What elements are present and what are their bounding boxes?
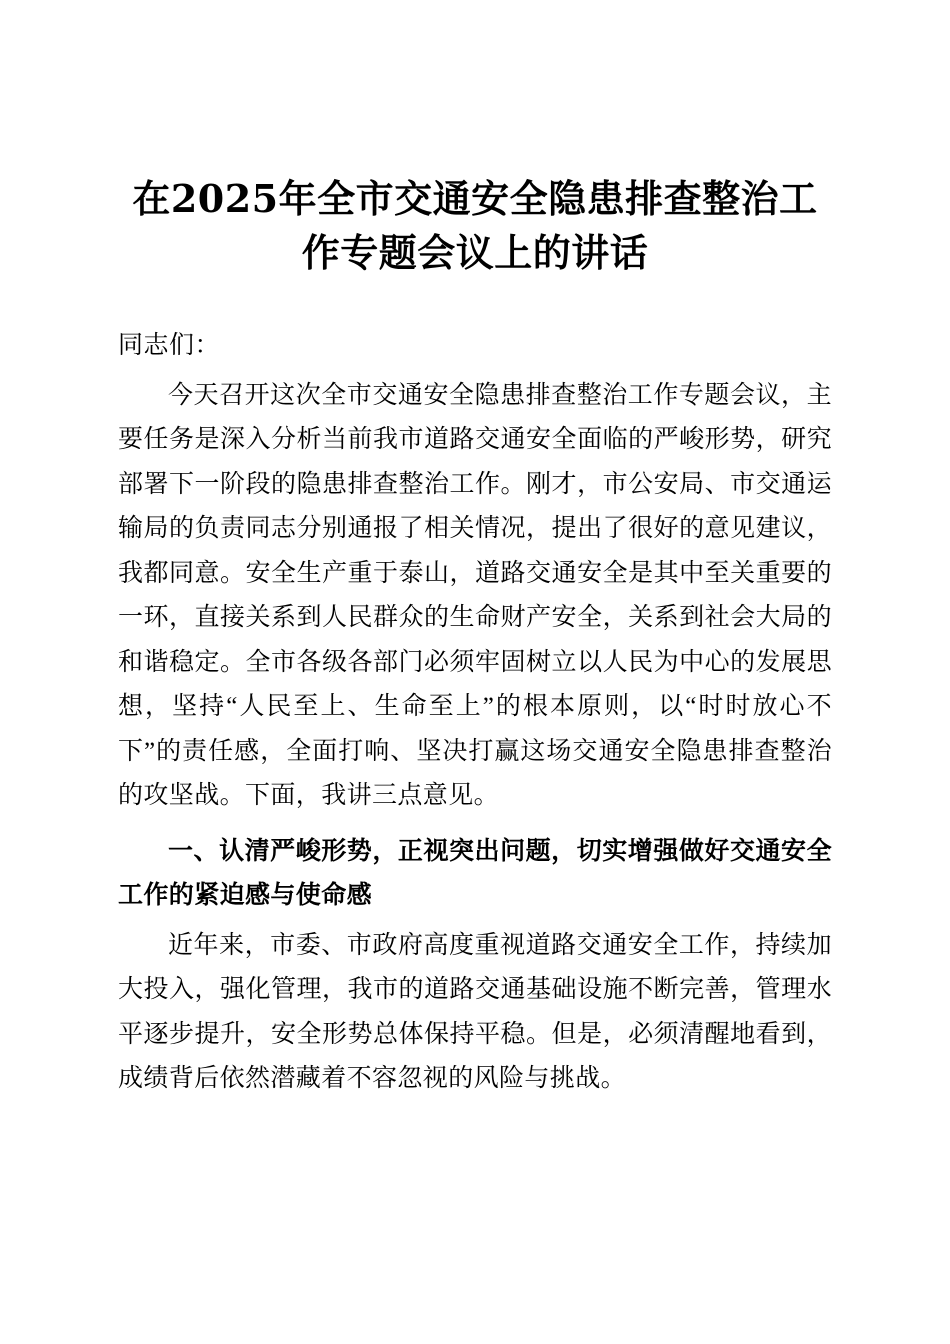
page-title: 在2025年全市交通安全隐患排查整治工作专题会议上的讲话 [132,176,818,275]
section-heading-1: 一、认清严峻形势，正视突出问题，切实增强做好交通安全工作的紧迫感与使命感 [118,835,832,910]
salutation-line: 同志们： [118,331,221,359]
section-1-paragraph-1: 近年来，市委、市政府高度重视道路交通安全工作，持续加大投入，强化管理，我市的道路交通基础设施不断完善，管理水平逐步提升，安全形势总体保持平稳。但是，必须清醒地看到，成绩背后依然潜藏着不容忽视的风险与挑战。 [118,931,832,1093]
body-paragraph-1: 今天召开这次全市交通安全隐患排查整治工作专题会议，主要任务是深入分析当前我市道路交通安全面临的严峻形势，研究部署下一阶段的隐患排查整治工作。刚才，市公安局、市交通运输局的负责同志分别通报了相关情况，提出了很好的意见建议，我都同意。安全生产重于泰山，道路交通安全是其中至关重要的一环，直接关系到人民群众的生命财产安全，关系到社会大局的和谐稳定。全市各级各部门必须牢固树立以人民为中心的发展思想，坚持“人民至上、生命至上”的根本原则，以“时时放心不下”的责任感，全面打响、坚决打赢这场交通安全隐患排查整治的攻坚战。下面，我讲三点意见。 [118,381,832,810]
